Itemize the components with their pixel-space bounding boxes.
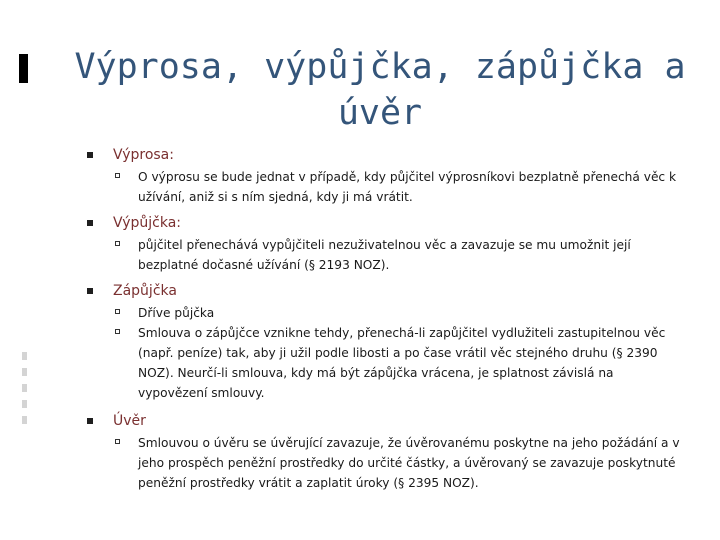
section-uver — [0, 411, 720, 493]
section-heading: Úvěr — [113, 413, 146, 429]
section-heading-row — [0, 213, 720, 235]
section-vypujcka — [0, 213, 720, 275]
square-bullet-icon — [87, 418, 93, 424]
list-item-text: Smlouva o zápůjčce vznikne tehdy, přenechá-li zapůjčitel vydlužiteli zastupitelnou věc (např. peníze) tak, aby ji užil podle libosti a po čase vrátil věc stejného druhu (§ 2390 NOZ). Neurčí-li smlouva, kdy má být zápůjčka vrácena, je splatnost závislá na vypovězení smlouvy. — [138, 326, 666, 400]
list-item — [0, 323, 720, 403]
hollow-square-bullet-icon — [115, 329, 120, 334]
list-item-text: Dříve půjčka — [138, 306, 215, 320]
hollow-square-bullet-icon — [115, 173, 120, 178]
hollow-square-bullet-icon — [115, 439, 120, 444]
section-heading-row — [0, 145, 720, 167]
hollow-square-bullet-icon — [115, 309, 120, 314]
list-item-text: Smlouvou o úvěru se úvěrující zavazuje, že úvěrovanému poskytne na jeho požádání a v jeho prospěch peněžní prostředky do určité částky, a úvěrovaný se zavazuje poskytnuté peněžní prostředky vrátit a zaplatit úroky (§ 2395 NOZ). — [138, 436, 680, 490]
section-heading: Výpůjčka: — [113, 215, 181, 231]
section-heading-row — [0, 411, 720, 433]
slide-title: Výprosa, výpůjčka, zápůjčka a úvěr — [74, 47, 686, 133]
section-zapujcka — [0, 281, 720, 403]
hollow-square-bullet-icon — [115, 241, 120, 246]
section-heading: Zápůjčka — [113, 283, 177, 299]
section-vyprosa — [0, 145, 720, 207]
list-item-text: O výprosu se bude jednat v případě, kdy půjčitel výprosníkovi bezplatně přenechá věc k užívání, aniž si s ním sjedná, kdy ji má vrátit. — [138, 170, 677, 204]
square-bullet-icon — [87, 152, 93, 158]
square-bullet-icon — [87, 220, 93, 226]
list-item — [0, 303, 720, 323]
list-item — [0, 433, 720, 493]
title-accent-bar — [19, 54, 28, 83]
square-bullet-icon — [87, 288, 93, 294]
list-item-text: půjčitel přenechává vypůjčiteli nezuživatelnou věc a zavazuje se mu umožnit její bezplatné dočasné užívání (§ 2193 NOZ). — [138, 238, 631, 272]
list-item — [0, 235, 720, 275]
list-item — [0, 167, 720, 207]
section-heading: Výprosa: — [113, 147, 174, 163]
section-heading-row — [0, 281, 720, 303]
